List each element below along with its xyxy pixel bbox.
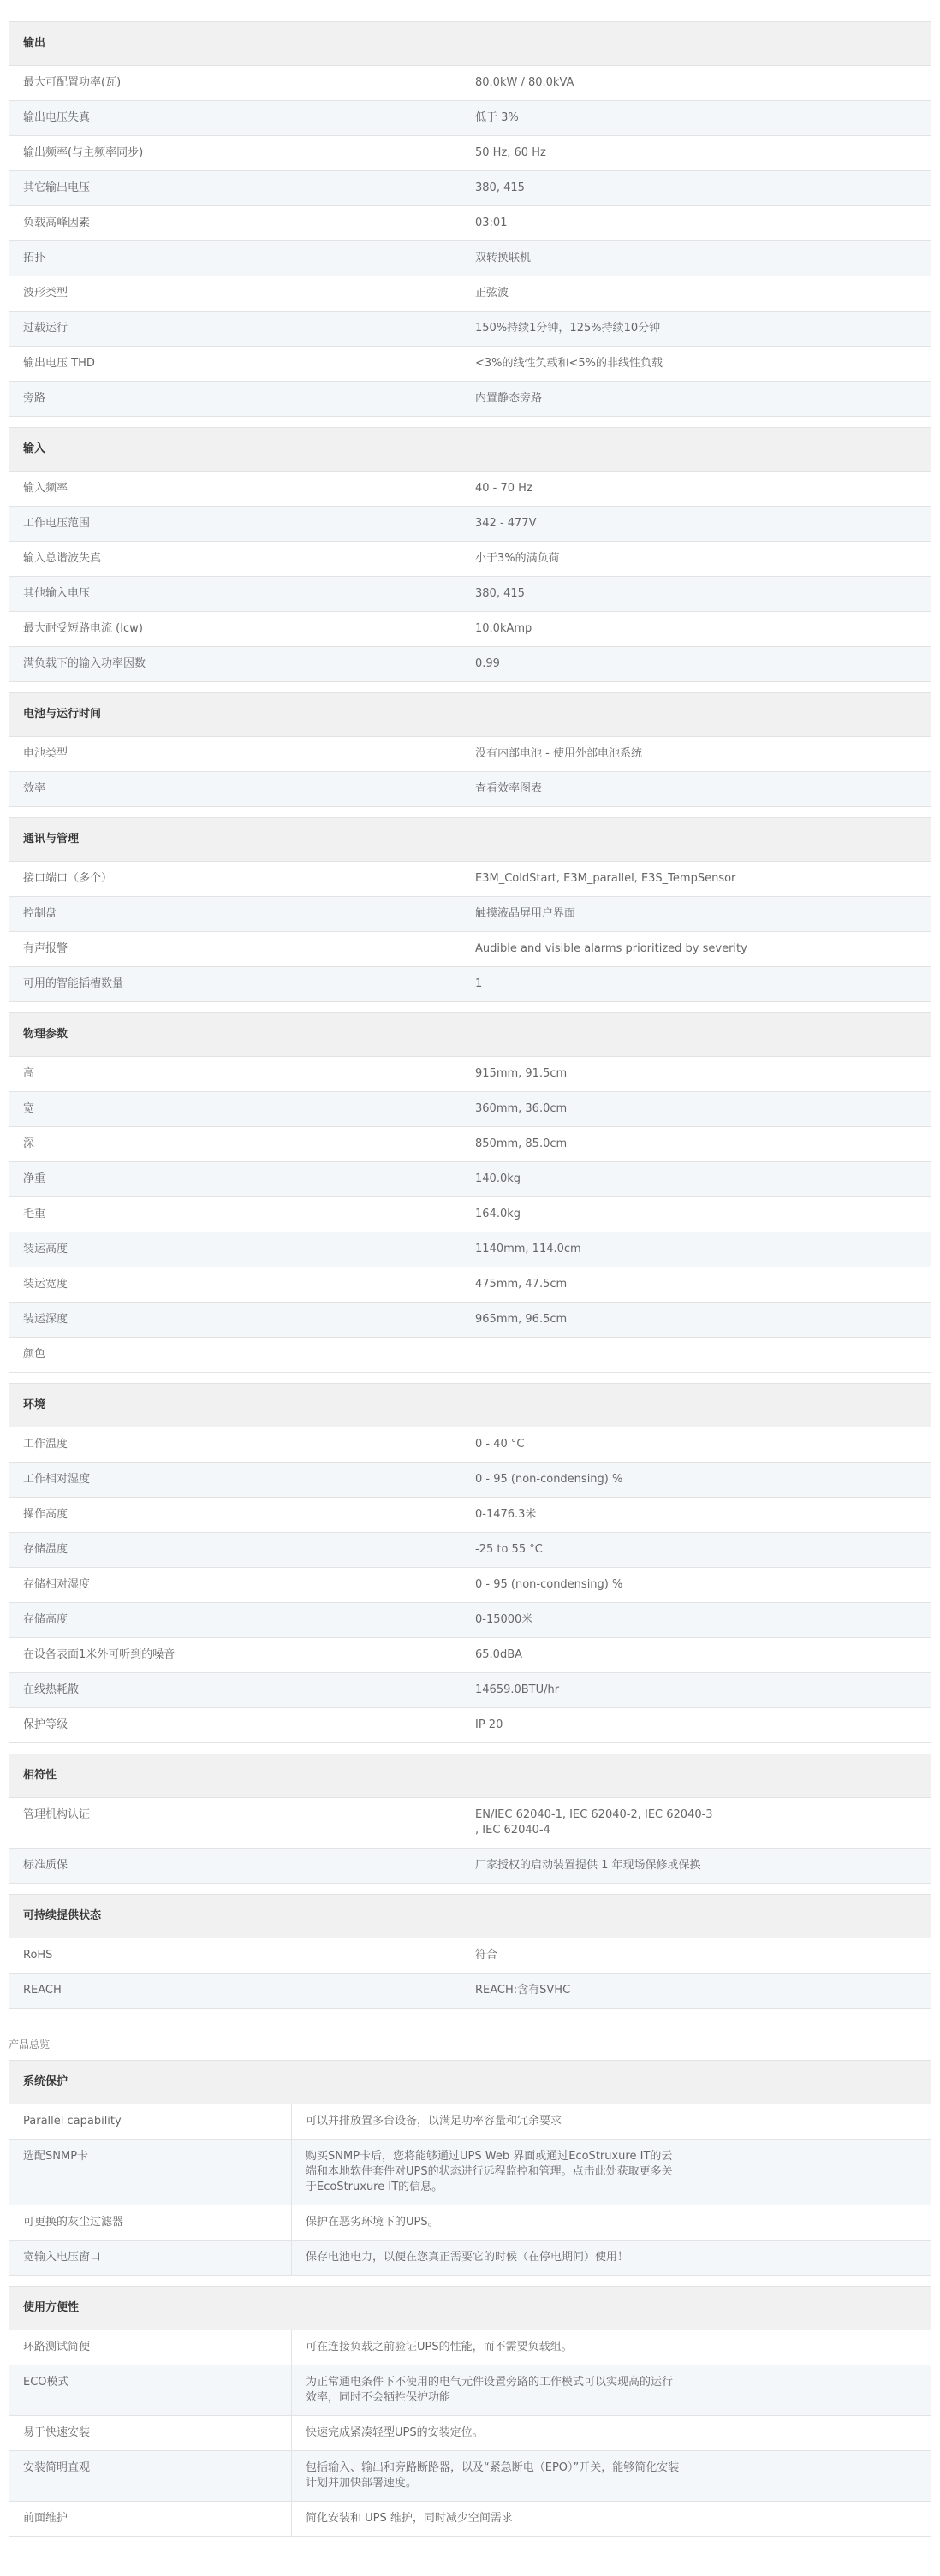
row-label: 装运深度 — [9, 1303, 461, 1337]
features-tables — [9, 2060, 931, 2537]
table-row — [9, 2450, 931, 2501]
row-value: 0-15000米 — [475, 1613, 533, 1626]
row-label: 安装简明直观 — [9, 2451, 292, 2501]
row-label: RoHS — [9, 1938, 461, 1973]
section-table — [9, 1798, 931, 1883]
row-label: 在设备表面1米外可听到的噪音 — [9, 1638, 461, 1672]
row-value: 正弦波 — [475, 287, 509, 300]
row-value: EN/IEC 62040-1, IEC 62040-2, IEC 62040-3 , IEC 62040-4 — [475, 1808, 713, 1837]
row-value — [461, 1338, 931, 1372]
table-row — [9, 771, 931, 806]
row-value: 包括输入、输出和旁路断路器，以及“紧急断电（EPO）”开关，能够简化安装计划并加快部署速度。 — [306, 2461, 680, 2490]
table-row — [9, 506, 931, 541]
table-row — [9, 205, 931, 240]
table-row — [9, 2104, 931, 2139]
row-value: 475mm, 47.5cm — [475, 1278, 568, 1291]
table-row — [9, 541, 931, 576]
row-label: 旁路 — [9, 382, 461, 416]
row-value: 低于 3% — [475, 111, 519, 124]
row-label: 工作相对湿度 — [9, 1463, 461, 1497]
table-row — [9, 1532, 931, 1567]
section-table — [9, 66, 931, 416]
table-row — [9, 1567, 931, 1602]
section-title: 相符性 — [9, 1754, 931, 1798]
row-value: 0.99 — [475, 657, 500, 670]
section-table — [9, 2104, 931, 2275]
section-table — [9, 862, 931, 1001]
spec-section — [9, 21, 931, 417]
section-table — [9, 737, 931, 806]
row-value: 触摸液晶屏用户界面 — [475, 907, 576, 920]
row-label: 最大可配置功率(瓦) — [9, 66, 461, 100]
row-value: 简化安装和 UPS 维护，同时减少空间需求 — [306, 2512, 513, 2525]
table-row — [9, 240, 931, 276]
row-value: Audible and visible alarms prioritized by severity — [475, 942, 747, 955]
table-row — [9, 931, 931, 966]
row-label: Parallel capability — [9, 2104, 292, 2139]
table-row — [9, 2205, 931, 2240]
row-value: 14659.0BTU/hr — [475, 1683, 560, 1696]
row-label: 毛重 — [9, 1197, 461, 1232]
row-value: 03:01 — [475, 217, 508, 229]
table-row — [9, 1973, 931, 2008]
section-table — [9, 1057, 931, 1372]
row-label: 其它输出电压 — [9, 171, 461, 205]
row-label: 在线热耗散 — [9, 1673, 461, 1707]
row-label: 负载高峰因素 — [9, 206, 461, 240]
row-label: 波形类型 — [9, 276, 461, 311]
row-label: 高 — [9, 1057, 461, 1091]
row-label: 装运高度 — [9, 1232, 461, 1267]
section-title: 系统保护 — [9, 2061, 931, 2104]
row-label: REACH — [9, 1974, 461, 2008]
row-label: 工作温度 — [9, 1427, 461, 1462]
row-value: 0-1476.3米 — [475, 1508, 537, 1521]
row-value: 厂家授权的启动装置提供 1 年现场保修或保换 — [475, 1859, 701, 1872]
row-value: 10.0kAmp — [475, 622, 532, 635]
section-title: 可持续提供状态 — [9, 1895, 931, 1938]
spec-section — [9, 817, 931, 1002]
table-row — [9, 966, 931, 1001]
row-value: 380, 415 — [475, 181, 525, 194]
table-row — [9, 1302, 931, 1337]
overview-title: 产品总览 — [9, 2039, 51, 2051]
table-row — [9, 1798, 931, 1848]
section-title: 物理参数 — [9, 1013, 931, 1057]
table-row — [9, 737, 931, 771]
row-value: 为正常通电条件下不使用的电气元件设置旁路的工作模式可以实现高的运行效率，同时不会牺牲保护功能 — [306, 2376, 674, 2404]
table-row — [9, 1602, 931, 1637]
row-label: 易于快速安装 — [9, 2416, 292, 2450]
row-label: 前面维护 — [9, 2502, 292, 2536]
row-value: -25 to 55 °C — [475, 1543, 543, 1556]
row-value: IP 20 — [475, 1718, 503, 1731]
row-value: 50 Hz, 60 Hz — [475, 146, 546, 159]
row-value: 915mm, 91.5cm — [475, 1067, 568, 1080]
row-value: 小于3%的满负荷 — [475, 552, 560, 565]
row-value: 140.0kg — [475, 1172, 521, 1185]
table-row — [9, 472, 931, 506]
row-label: 存储高度 — [9, 1603, 461, 1637]
row-label: 输入总谐波失真 — [9, 542, 461, 576]
row-value: 购买SNMP卡后，您将能够通过UPS Web 界面或通过EcoStruxure IT的云端和本地软件套件对UPS的状态进行远程监控和管理。点击此处获取更多关于EcoStruxure IT的信息。 — [306, 2150, 673, 2193]
row-label: 选配SNMP卡 — [9, 2140, 292, 2205]
row-label: 输出电压失真 — [9, 101, 461, 135]
row-value: 65.0dBA — [475, 1648, 523, 1661]
row-value: 内置静态旁路 — [475, 392, 543, 405]
table-row — [9, 1707, 931, 1742]
row-label: 宽输入电压窗口 — [9, 2241, 292, 2275]
row-label: 存储相对湿度 — [9, 1568, 461, 1602]
spec-section — [9, 427, 931, 682]
row-value: 40 - 70 Hz — [475, 482, 532, 495]
table-row — [9, 1232, 931, 1267]
row-value: 符合 — [475, 1949, 498, 1962]
row-value: E3M_ColdStart, E3M_parallel, E3S_TempSensor — [475, 872, 736, 885]
table-row — [9, 646, 931, 681]
row-value: 0 - 95 (non-condensing) % — [475, 1473, 623, 1486]
table-row — [9, 2501, 931, 2536]
spec-section — [9, 1894, 931, 2009]
row-label: 有声报警 — [9, 932, 461, 966]
table-row — [9, 1267, 931, 1302]
row-value: 80.0kW / 80.0kVA — [475, 76, 574, 89]
row-value: REACH:含有SVHC — [475, 1984, 571, 1997]
table-row — [9, 1091, 931, 1126]
row-value: 1140mm, 114.0cm — [475, 1243, 581, 1255]
table-row — [9, 170, 931, 205]
section-title: 输出 — [9, 22, 931, 66]
row-value: 1 — [475, 977, 483, 990]
row-value: 查看效率图表 — [475, 782, 543, 795]
table-row — [9, 1196, 931, 1232]
row-label: 过载运行 — [9, 312, 461, 346]
row-label: 其他输入电压 — [9, 577, 461, 611]
table-row — [9, 135, 931, 170]
row-value: 0 - 95 (non-condensing) % — [475, 1578, 623, 1591]
row-value: 可以并排放置多台设备，以满足功率容量和冗余要求 — [306, 2115, 562, 2128]
section-table — [9, 472, 931, 681]
row-value: 965mm, 96.5cm — [475, 1313, 568, 1326]
row-label: 电池类型 — [9, 737, 461, 771]
row-label: 标准质保 — [9, 1849, 461, 1883]
table-row — [9, 1637, 931, 1672]
table-row — [9, 576, 931, 611]
row-label: 宽 — [9, 1092, 461, 1126]
row-value: 没有内部电池 - 使用外部电池系统 — [475, 747, 642, 760]
table-row — [9, 66, 931, 100]
row-label: 输入频率 — [9, 472, 461, 506]
section-title: 环境 — [9, 1384, 931, 1427]
row-label: 环路测试简便 — [9, 2330, 292, 2365]
table-row — [9, 276, 931, 311]
spec-section — [9, 1012, 931, 1373]
section-title: 通讯与管理 — [9, 818, 931, 862]
row-label: 深 — [9, 1127, 461, 1161]
spec-section — [9, 1383, 931, 1743]
table-row — [9, 2415, 931, 2450]
table-row — [9, 1427, 931, 1462]
row-label: 最大耐受短路电流 (Icw) — [9, 612, 461, 646]
table-row — [9, 1462, 931, 1497]
table-row — [9, 2365, 931, 2415]
row-label: 拓扑 — [9, 241, 461, 276]
table-row — [9, 346, 931, 381]
row-value: 380, 415 — [475, 587, 525, 600]
row-value: 保存电池电力，以便在您真正需要它的时候（在停电期间）使用！ — [306, 2251, 629, 2264]
row-label: 输出电压 THD — [9, 347, 461, 381]
row-label: 接口端口（多个） — [9, 862, 461, 896]
row-label: 效率 — [9, 772, 461, 806]
spec-section — [9, 2286, 931, 2537]
row-value: 可在连接负载之前验证UPS的性能，而不需要负载组。 — [306, 2341, 573, 2353]
table-row — [9, 1848, 931, 1883]
table-row — [9, 381, 931, 416]
row-value: 0 - 40 °C — [475, 1438, 525, 1451]
row-label: 工作电压范围 — [9, 507, 461, 541]
row-label: 存储温度 — [9, 1533, 461, 1567]
row-value: <3%的线性负载和<5%的非线性负载 — [475, 357, 663, 370]
specifications-tables — [9, 21, 931, 2009]
row-value: 保护在恶劣环境下的UPS。 — [306, 2216, 439, 2229]
table-row — [9, 896, 931, 931]
row-label: 可更换的灰尘过滤器 — [9, 2205, 292, 2240]
row-label: ECO模式 — [9, 2365, 292, 2415]
table-row — [9, 100, 931, 135]
row-label: 净重 — [9, 1162, 461, 1196]
row-value: 850mm, 85.0cm — [475, 1137, 568, 1150]
table-row — [9, 2139, 931, 2205]
row-label: 可用的智能插槽数量 — [9, 967, 461, 1001]
section-title: 使用方便性 — [9, 2287, 931, 2330]
section-table — [9, 1427, 931, 1742]
row-value: 快速完成紧凑轻型UPS的安装定位。 — [306, 2426, 484, 2439]
row-label: 操作高度 — [9, 1498, 461, 1532]
section-table — [9, 2330, 931, 2536]
table-row — [9, 1126, 931, 1161]
row-value: 360mm, 36.0cm — [475, 1102, 568, 1115]
table-row — [9, 1161, 931, 1196]
row-label: 颜色 — [9, 1338, 461, 1372]
spec-section — [9, 1754, 931, 1884]
table-row — [9, 862, 931, 896]
row-label: 满负载下的输入功率因数 — [9, 647, 461, 681]
table-row — [9, 611, 931, 646]
table-row — [9, 1337, 931, 1372]
table-row — [9, 1057, 931, 1091]
row-value: 150%持续1分钟，125%持续10分钟 — [475, 322, 661, 335]
row-label: 保护等级 — [9, 1708, 461, 1742]
section-title: 电池与运行时间 — [9, 693, 931, 737]
table-row — [9, 1672, 931, 1707]
row-value: 342 - 477V — [475, 517, 537, 530]
table-row — [9, 1497, 931, 1532]
section-title: 输入 — [9, 428, 931, 472]
row-value: 双转换联机 — [475, 252, 532, 264]
spec-section — [9, 692, 931, 807]
table-row — [9, 311, 931, 346]
row-label: 管理机构认证 — [9, 1798, 461, 1848]
table-row — [9, 2330, 931, 2365]
table-row — [9, 2240, 931, 2275]
row-value: 164.0kg — [475, 1208, 521, 1220]
spec-section — [9, 2060, 931, 2276]
row-label: 输出频率(与主频率同步) — [9, 136, 461, 170]
row-label: 装运宽度 — [9, 1267, 461, 1302]
row-label: 控制盘 — [9, 897, 461, 931]
table-row — [9, 1938, 931, 1973]
section-table — [9, 1938, 931, 2008]
